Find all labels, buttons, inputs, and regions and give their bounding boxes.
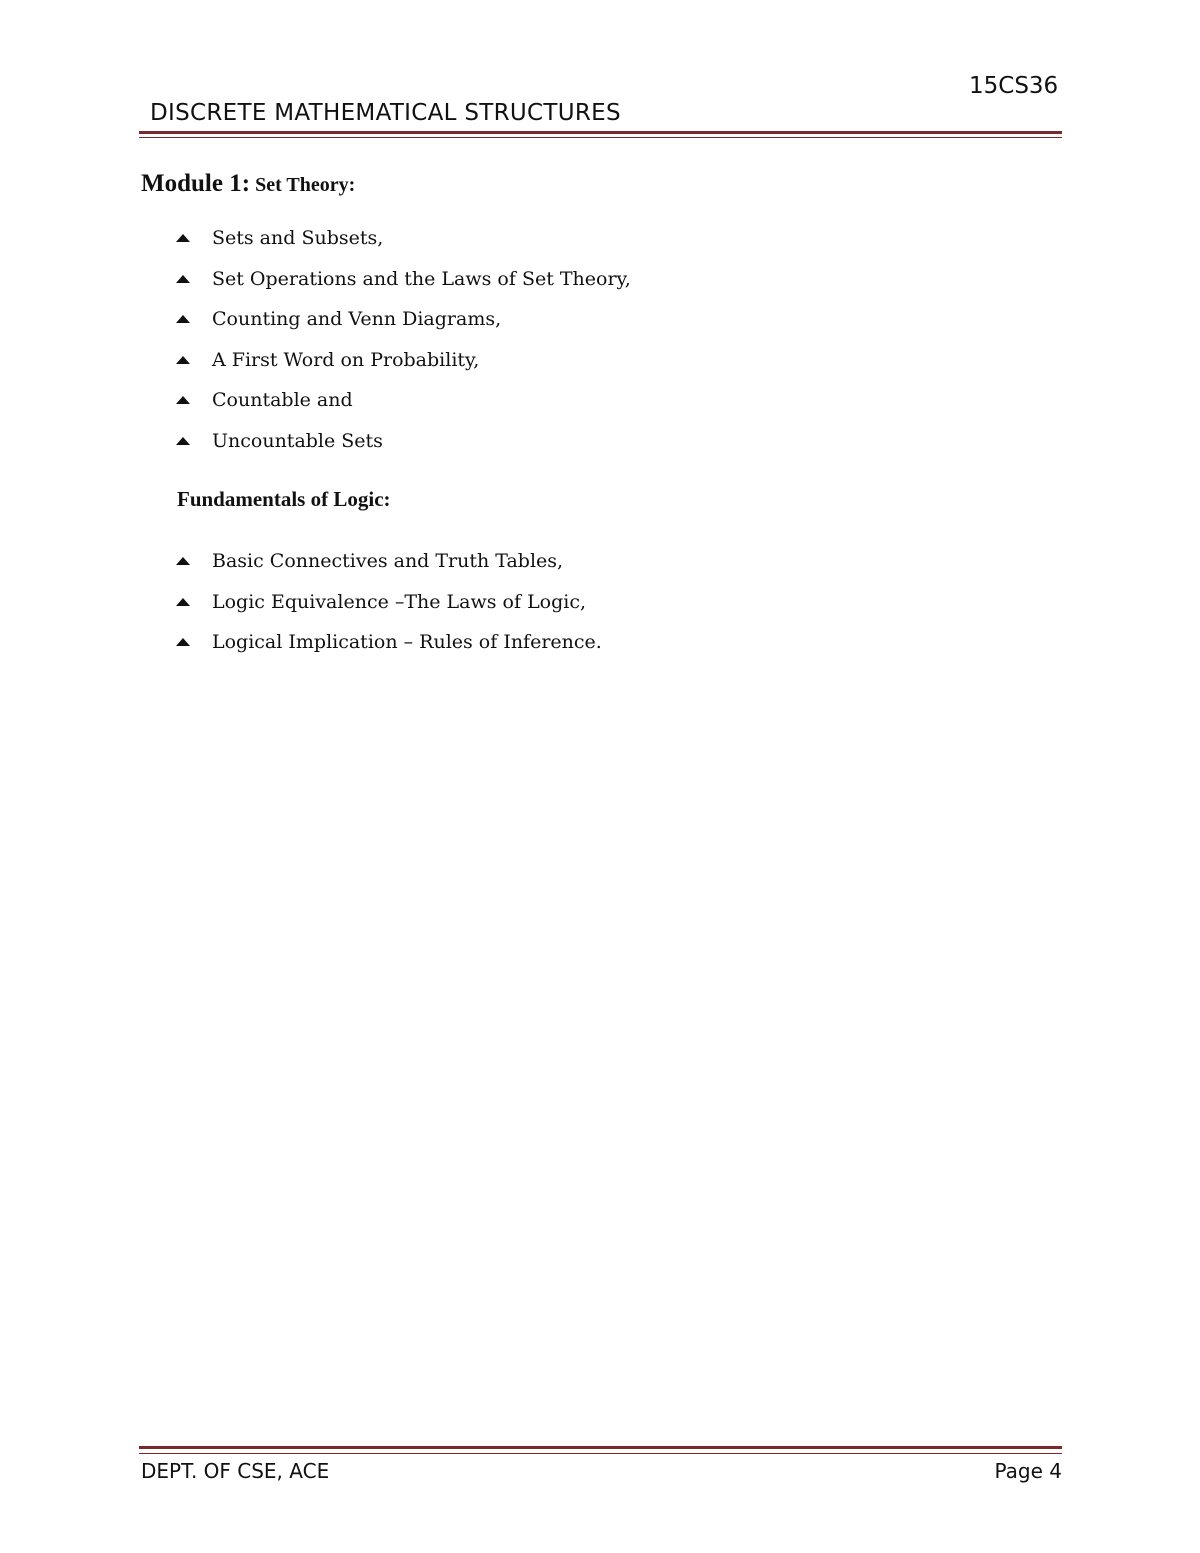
page-number: Page 4 xyxy=(994,1459,1062,1483)
list-item xyxy=(176,380,631,421)
document-title: DISCRETE MATHEMATICAL STRUCTURES xyxy=(150,100,621,126)
module-label: Module 1: xyxy=(141,170,251,197)
triangle-bullet-icon xyxy=(176,638,190,646)
topic-text: Basic Connectives and Truth Tables, xyxy=(212,550,564,573)
module-heading xyxy=(141,170,355,198)
triangle-bullet-icon xyxy=(176,557,190,565)
topic-text: A First Word on Probability, xyxy=(212,348,480,371)
triangle-bullet-icon xyxy=(176,315,190,323)
triangle-bullet-icon xyxy=(176,234,190,242)
topic-text: Sets and Subsets, xyxy=(212,227,384,250)
list-item xyxy=(176,582,602,623)
triangle-bullet-icon xyxy=(176,275,190,283)
triangle-bullet-icon xyxy=(176,356,190,364)
module-subtitle: Set Theory: xyxy=(255,174,356,196)
logic-section-heading: Fundamentals of Logic: xyxy=(177,487,391,511)
list-item xyxy=(176,299,631,340)
triangle-bullet-icon xyxy=(176,598,190,606)
header-rule-thin xyxy=(139,137,1062,138)
list-item xyxy=(176,541,602,582)
topic-text: Countable and xyxy=(212,389,353,412)
triangle-bullet-icon xyxy=(176,396,190,404)
course-code: 15CS36 xyxy=(969,73,1059,99)
list-item xyxy=(176,340,631,381)
footer-rule-thick xyxy=(139,1446,1062,1449)
list-item xyxy=(176,259,631,300)
list-item xyxy=(176,421,631,462)
topic-text: Counting and Venn Diagrams, xyxy=(212,308,502,331)
topic-text: Logical Implication – Rules of Inference. xyxy=(212,631,602,654)
header-rule-thick xyxy=(139,131,1062,134)
footer-department: DEPT. OF CSE, ACE xyxy=(141,1459,330,1483)
topic-text: Logic Equivalence –The Laws of Logic, xyxy=(212,590,587,613)
topic-text: Set Operations and the Laws of Set Theory, xyxy=(212,267,631,290)
footer-rule-thin xyxy=(139,1453,1062,1454)
list-item xyxy=(176,622,602,663)
set-theory-topic-list xyxy=(176,218,631,461)
logic-topic-list xyxy=(176,541,602,663)
triangle-bullet-icon xyxy=(176,437,190,445)
list-item xyxy=(176,218,631,259)
topic-text: Uncountable Sets xyxy=(212,429,383,452)
